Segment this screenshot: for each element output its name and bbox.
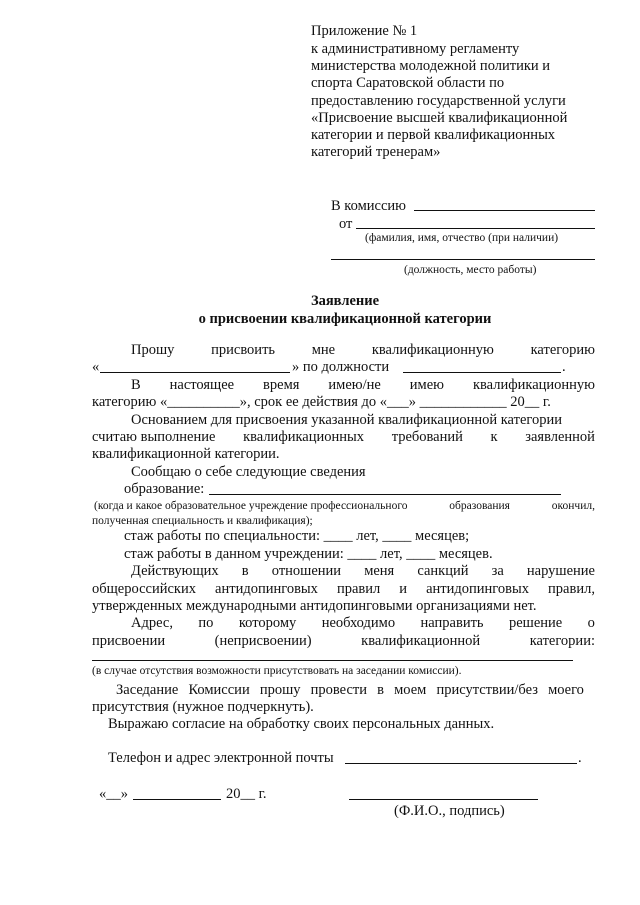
note-part: (когда и какое образовательное учреждение профессионального [94, 500, 408, 512]
word: антидопинговых [426, 581, 529, 597]
address-line-1 [131, 614, 595, 632]
word: отношении [271, 563, 342, 579]
education-label: образование: [124, 481, 205, 497]
category-line [100, 372, 290, 373]
address-line [92, 660, 573, 661]
word: квалификационных [243, 429, 365, 445]
meeting-line-2: присутствия (нужное подчеркнуть). [92, 699, 314, 715]
word: присвоить [211, 342, 276, 358]
word: в [241, 563, 249, 579]
experience-organization: стаж работы в данном учреждении: ____ лет, ____ месяцев. [124, 546, 493, 562]
appendix-line: категорий тренерам» [311, 144, 441, 160]
word: направить [420, 615, 484, 631]
position-caption: (должность, место работы) [404, 264, 537, 276]
word: моего [548, 682, 584, 698]
contact-label: Телефон и адрес электронной почты [108, 750, 334, 766]
word: квалификационную [371, 342, 494, 358]
appendix-line: категории и первой квалификационных [311, 127, 556, 143]
word: Действующих [131, 563, 219, 579]
word: провести [310, 682, 367, 698]
word: присвоении [92, 633, 166, 649]
word: по [198, 615, 214, 631]
sanctions-line-2 [92, 580, 595, 598]
word: меня [364, 563, 395, 579]
date-month-line [133, 799, 221, 800]
word: моем [394, 682, 427, 698]
note-part: образования [449, 500, 510, 512]
word: о [587, 615, 595, 631]
word: считаю выполнение [92, 429, 216, 445]
signature-line [349, 799, 538, 800]
appendix-line: предоставлению государственной услуги [311, 93, 566, 109]
to-commission-line [414, 210, 595, 211]
document-title: Заявление [310, 293, 380, 309]
date-year: 20__ г. [226, 786, 267, 802]
word: за [491, 563, 504, 579]
info-intro: Сообщаю о себе следующие сведения [131, 464, 366, 480]
experience-specialty: стаж работы по специальности: ____ лет, ____ месяцев; [124, 528, 470, 544]
position-label: » по должности [292, 359, 390, 375]
consent-text: Выражаю согласие на обработку своих персональных данных. [108, 716, 495, 732]
current-category-line-1 [131, 376, 595, 394]
word: настоящее [169, 377, 235, 393]
date-day: «__» [99, 786, 128, 802]
word: заявленной [525, 429, 595, 445]
word: В [131, 377, 141, 393]
appendix-line: «Присвоение высшей квалификационной [311, 110, 568, 126]
word: Адрес, [131, 615, 173, 631]
education-note-line-1 [94, 499, 595, 513]
word: Прошу [131, 342, 175, 358]
word: категорию [530, 342, 595, 358]
request-line-1 [131, 341, 595, 359]
word: санкций [417, 563, 469, 579]
position-line [331, 259, 595, 260]
word: прошу [259, 682, 301, 698]
contact-line [345, 763, 577, 764]
word: необходимо [321, 615, 396, 631]
absence-note: (в случае отсутствия возможности присутствовать на заседании комиссии). [92, 665, 462, 677]
position-value-line [403, 372, 561, 373]
word: категории: [529, 633, 595, 649]
note-part: окончил, [551, 500, 595, 512]
meeting-line-1 [116, 681, 584, 699]
basis-line-2 [92, 428, 595, 446]
word: требований [391, 429, 463, 445]
basis-line-1: Основанием для присвоения указанной квалификационной категории [131, 412, 562, 428]
appendix-line: к административному регламенту [311, 41, 520, 57]
quote-open: « [92, 359, 100, 375]
from-line [356, 228, 595, 229]
word: имею [409, 377, 444, 393]
sanctions-line-3: утвержденных международными антидопинговыми организациями нет. [92, 598, 537, 614]
word: к [490, 429, 498, 445]
word: квалификационной [361, 633, 481, 649]
word: квалификационную [472, 377, 595, 393]
word: решение [508, 615, 563, 631]
word: присутствии/без [436, 682, 538, 698]
to-commission-label: В комиссию [331, 198, 406, 214]
word: имею/не [328, 377, 381, 393]
fio-caption: (фамилия, имя, отчество (при наличии) [365, 232, 559, 244]
appendix-line: спорта Саратовской области по [311, 75, 505, 91]
current-category-line-2: категорию «__________», срок ее действия до «___» ____________ 20__ г. [92, 394, 551, 410]
word: время [263, 377, 300, 393]
appendix-line: Приложение № 1 [311, 23, 418, 39]
word: в [377, 682, 384, 698]
word: мне [311, 342, 336, 358]
signature-caption: (Ф.И.О., подпись) [394, 803, 505, 819]
appendix-line: министерства молодежной политики и [311, 58, 551, 74]
sanctions-line-1 [131, 562, 595, 580]
address-line-2 [92, 632, 595, 650]
period: . [578, 750, 582, 766]
from-label: от [339, 216, 353, 232]
word: общероссийских [92, 581, 196, 597]
word: нарушение [526, 563, 595, 579]
word: Комиссии [188, 682, 250, 698]
word: которому [238, 615, 297, 631]
basis-line-3: квалификационной категории. [92, 446, 280, 462]
education-note-line-2: полученная специальность и квалификация); [92, 515, 313, 527]
education-line [209, 494, 561, 495]
word: (неприсвоении) [214, 633, 312, 649]
period: . [562, 359, 566, 375]
word: правил, [548, 581, 595, 597]
word: Заседание [116, 682, 179, 698]
word: правил [336, 581, 381, 597]
document-subtitle: о присвоении квалификационной категории [198, 311, 492, 327]
word: и [399, 581, 408, 597]
word: антидопинговых [215, 581, 318, 597]
